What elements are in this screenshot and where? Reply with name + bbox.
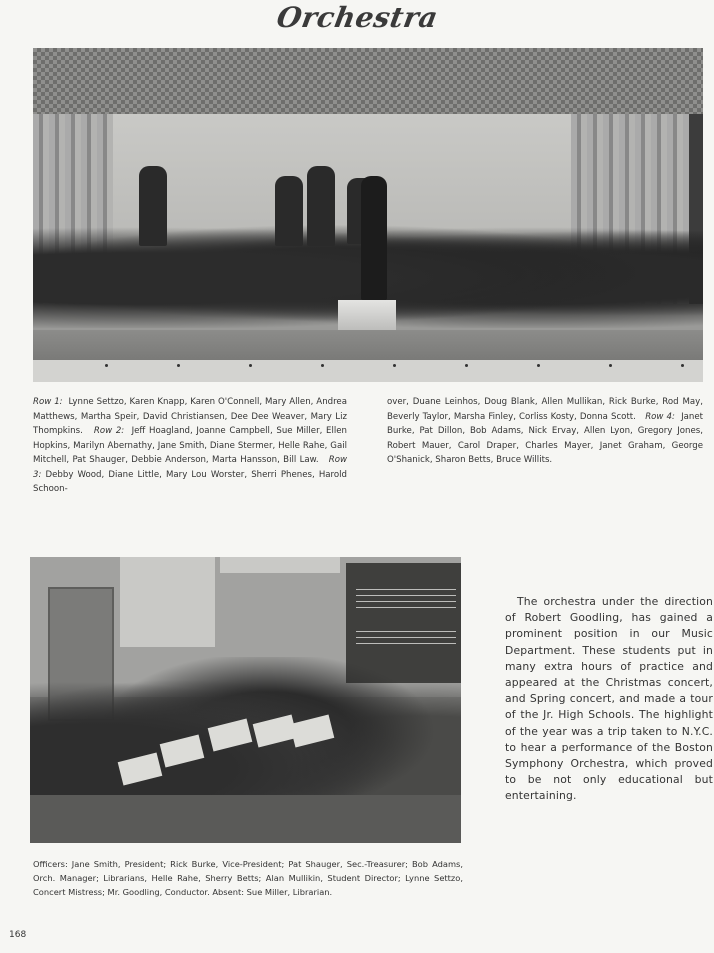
wall-panel — [220, 557, 340, 573]
officers-caption: Officers: Jane Smith, President; Rick Burke, Vice-President; Pat Shauger, Sec.-Treasurer; Bob Adams, Orch. Manager; Librarians, Helle Rahe, Sherry Betts; Alan Mullikin, Student Director; Lynne Settzo, Concert Mistress; Mr. Goodling, Conductor. Absent: Sue Miller, Librarian. — [33, 859, 463, 897]
row-names: Jeff Hoagland, Joanne Campbell, Sue Miller, Ellen Hopkins, Marilyn Abernathy, Jane Smith, Diane Stermer, Helle Rahe, Gail Mitchell, Pat Shauger, Debbie Anderson, Marta Hansson, Bill Law. — [33, 426, 347, 465]
row-label: Row 2: — [93, 426, 125, 436]
row-label: Row 3: — [33, 455, 348, 480]
standing-musician — [139, 166, 167, 246]
page-title: Orchestra — [274, 1, 441, 34]
conductor — [361, 176, 387, 300]
row-names: over, Duane Leinhos, Doug Blank, Allen Mullikan, Rick Burke, Rod May, Beverly Taylor, Marsha Finley, Corliss Kosty, Donna Scott. — [387, 397, 703, 422]
stage-photo-caption-right — [387, 395, 703, 468]
row-names: Debby Wood, Diane Little, Mary Lou Worster, Sherri Phenes, Harold Schoon- — [33, 469, 347, 494]
row-label: Row 4: — [645, 411, 675, 422]
stage-lip — [33, 360, 703, 382]
stage-photo-caption-left — [33, 395, 347, 497]
orchestra-description: The orchestra under the direction of Robert Goodling, has gained a prominent position in our Music Department. These students put in many extra hours of practice and appeared at the Christmas concert, and Spring concert, and made a tour of the Jr. High Schools. The highlight of the year was a trip taken to N.Y.C. to hear a performance of the Boston Symphony Orchestra, which proved to be not only educational but entertaining. — [505, 595, 713, 803]
conductor-podium — [338, 300, 396, 330]
orchestra-stage-photo — [33, 48, 703, 382]
page-number: 168 — [9, 930, 27, 940]
row-names: Lynne Settzo, Karen Knapp, Karen O'Connell, Mary Allen, Andrea Matthews, Martha Speir, David Christiansen, Dee Dee Weaver, Mary Liz Thompkins. — [33, 397, 347, 436]
standing-musician — [307, 166, 335, 246]
row-label: Row 1: — [33, 397, 63, 407]
standing-musician — [275, 176, 303, 246]
officers-photo — [30, 557, 461, 843]
row-names: Janet Burke, Pat Dillon, Bob Adams, Nick Ervay, Allen Lyon, Gregory Jones, Robert Mauer, Carol Draper, Charles Mayer, Janet Graham, George O'Shanick, Sharon Betts, Bruce Willits. — [387, 411, 704, 465]
stage-floor — [33, 330, 703, 360]
stage-valance — [33, 48, 703, 114]
classroom-floor — [30, 795, 461, 843]
wall-panel — [120, 557, 215, 647]
